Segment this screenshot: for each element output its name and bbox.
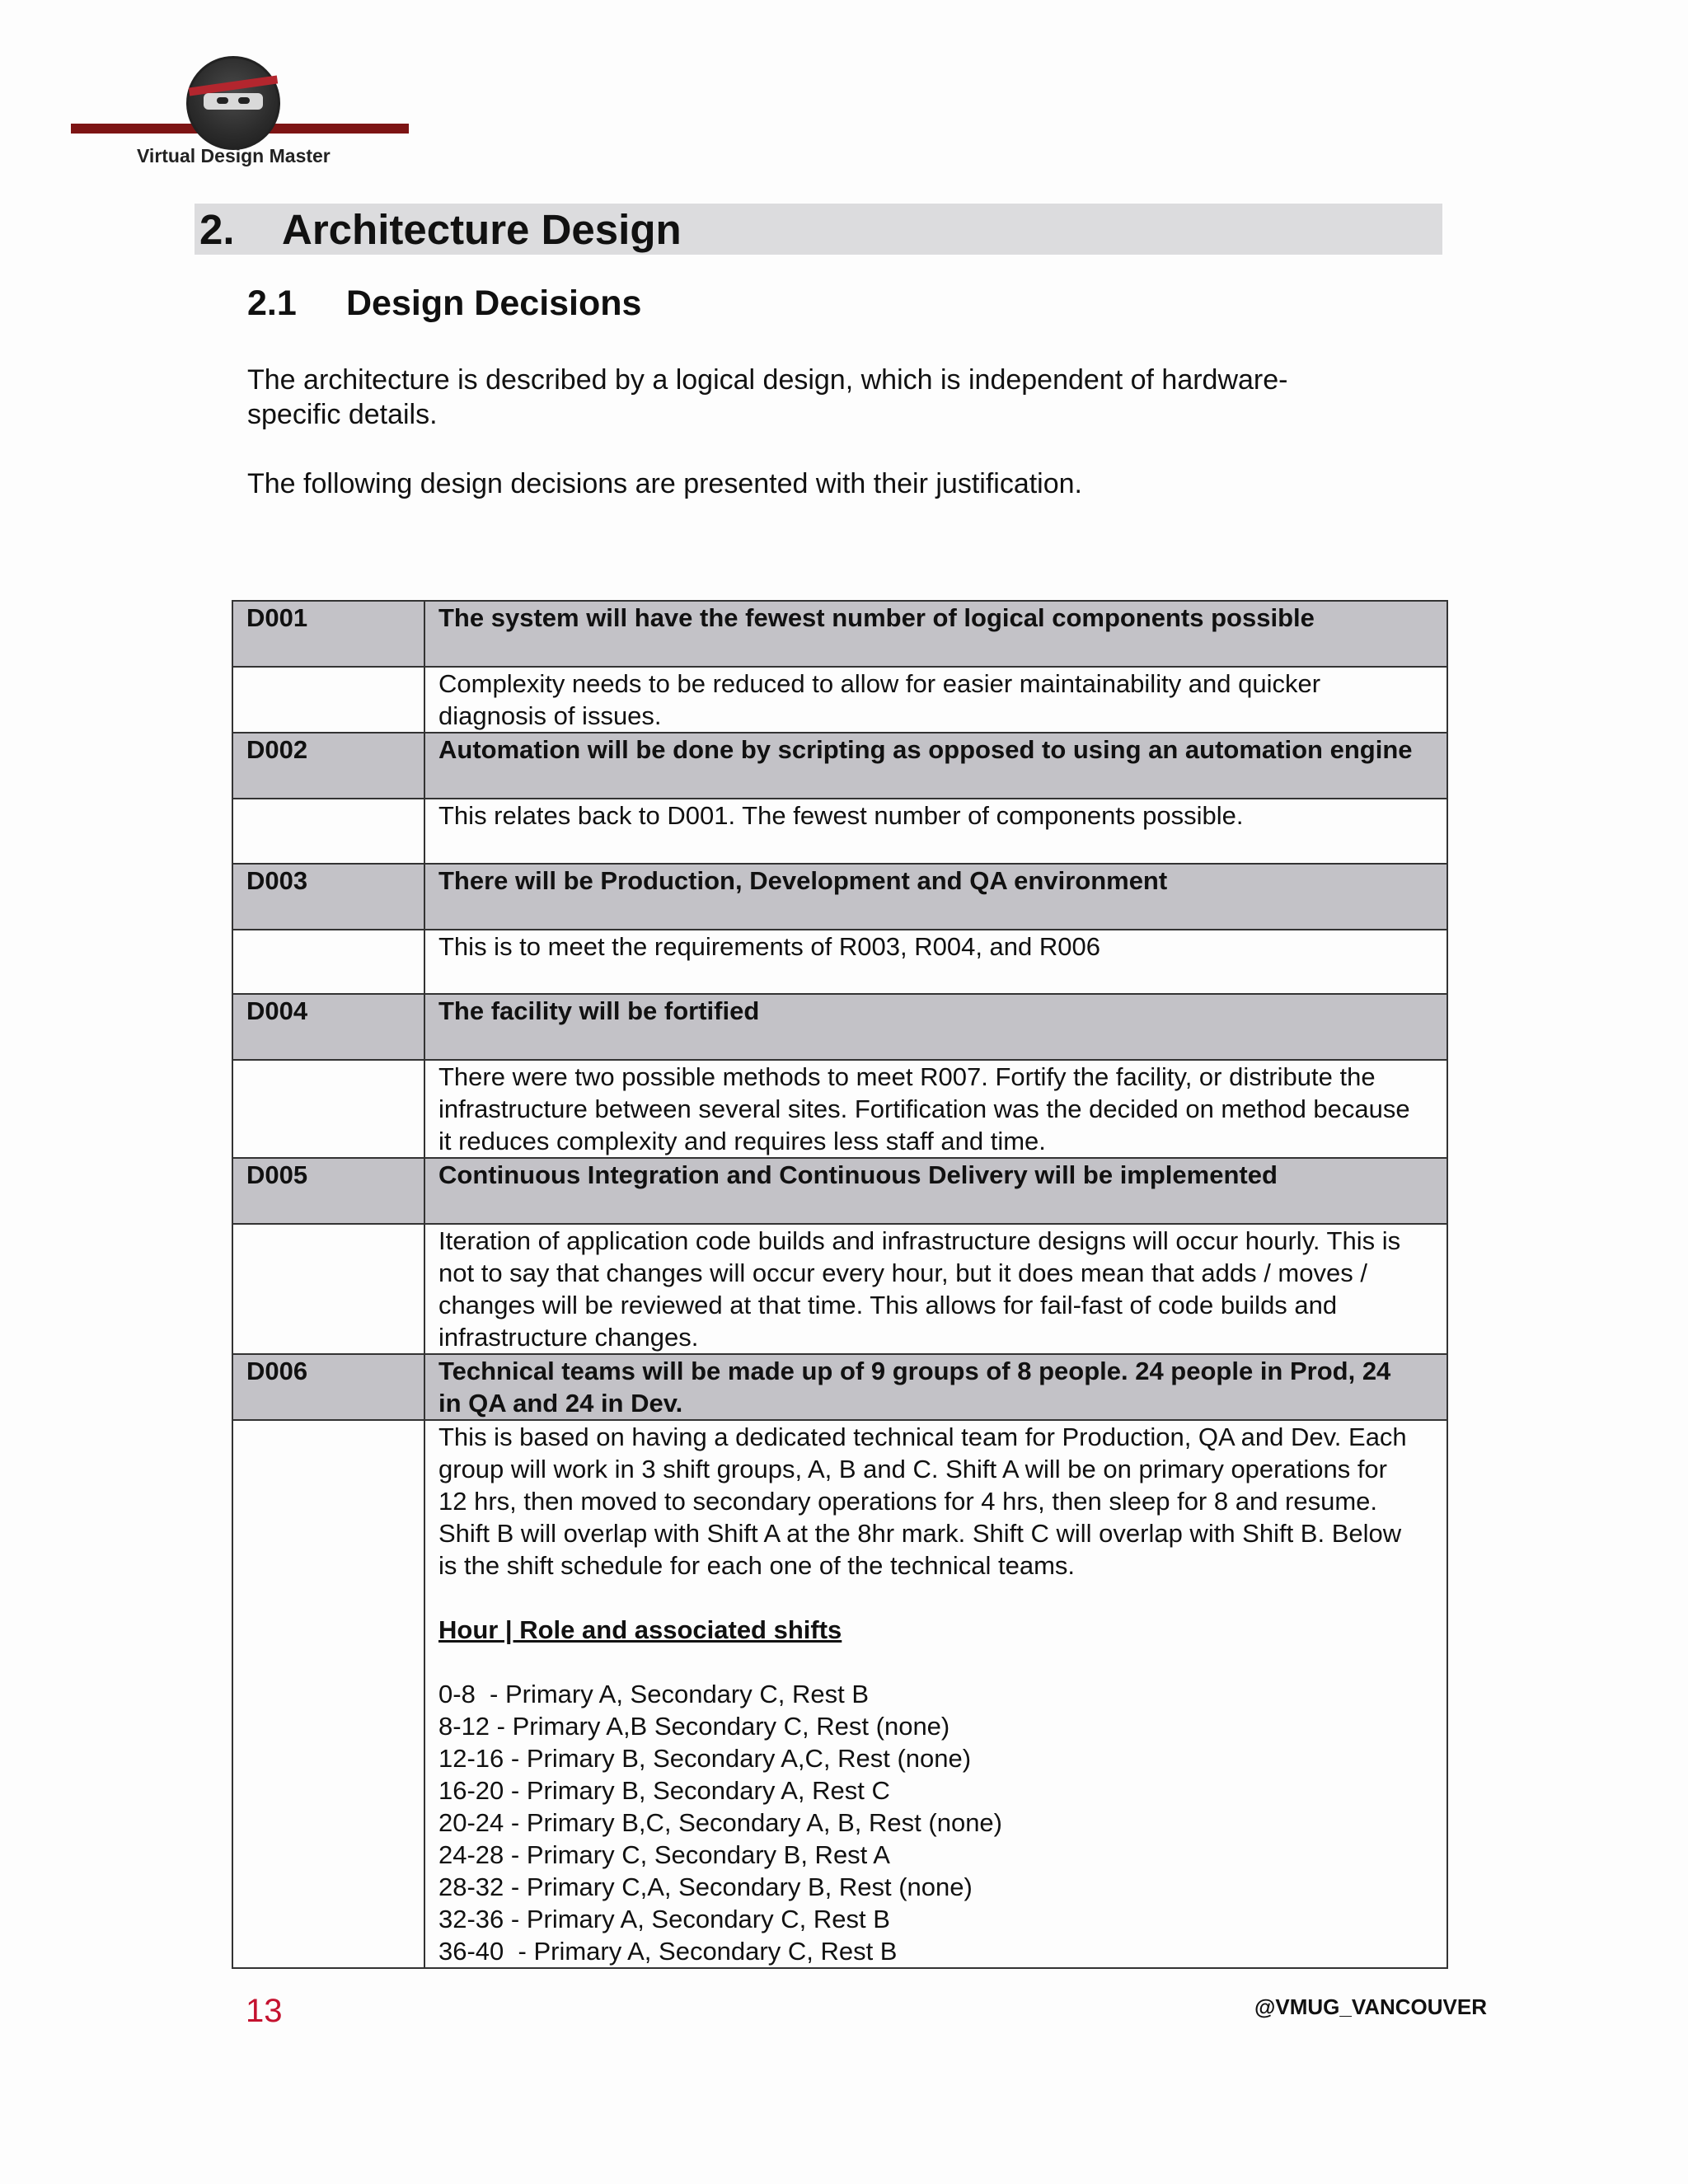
text-line: specific details. xyxy=(247,399,438,430)
decision-title: Automation will be done by scripting as opposed to using an automation engine xyxy=(424,733,1447,799)
text-line: Complexity needs to be reduced to allow for easier maintainability and quicker xyxy=(438,669,1321,698)
justification-cell xyxy=(424,667,1447,733)
logo-text: Virtual Design Master xyxy=(137,145,331,166)
decision-id: D002 xyxy=(232,733,424,799)
schedule-line: 16-20 - Primary B, Secondary A, Rest C xyxy=(438,1776,890,1805)
schedule-line: 8-12 - Primary A,B Secondary C, Rest (none) xyxy=(438,1712,950,1741)
decision-row xyxy=(232,733,1447,799)
empty-cell xyxy=(232,667,424,733)
schedule-line: 20-24 - Primary B,C, Secondary A, B, Rest (none) xyxy=(438,1808,1002,1837)
justification-cell xyxy=(424,1224,1447,1354)
section-title: Architecture Design xyxy=(282,205,682,253)
decision-row xyxy=(232,864,1447,930)
decision-id: D006 xyxy=(232,1354,424,1420)
schedule-line: 12-16 - Primary B, Secondary A,C, Rest (none) xyxy=(438,1744,972,1773)
text-line: 12 hrs, then moved to secondary operations for 4 hrs, then sleep for 8 and resume. xyxy=(438,1487,1378,1516)
text-line: group will work in 3 shift groups, A, B and C. Shift A will be on primary operations for xyxy=(438,1455,1387,1483)
intro-paragraph xyxy=(247,363,1451,432)
spacer xyxy=(438,1646,1433,1678)
decision-title: There will be Production, Development and QA environment xyxy=(424,864,1447,930)
decision-row xyxy=(232,1158,1447,1224)
justification-cell xyxy=(424,930,1447,994)
justification-row xyxy=(232,930,1447,994)
spacer xyxy=(438,1582,1433,1614)
subsection-heading xyxy=(247,284,641,324)
logo xyxy=(71,53,409,176)
text-line: There were two possible methods to meet R007. Fortify the facility, or distribute the xyxy=(438,1062,1376,1091)
mask-shape xyxy=(204,93,263,110)
subsection-title: Design Decisions xyxy=(346,284,642,323)
decision-row xyxy=(232,601,1447,667)
text-line: not to say that changes will occur every hour, but it does mean that adds / moves / xyxy=(438,1258,1367,1287)
justification-row xyxy=(232,799,1447,864)
text-line: This is based on having a dedicated technical team for Production, QA and Dev. Each xyxy=(438,1422,1407,1451)
empty-cell xyxy=(232,1060,424,1158)
text-line: The architecture is described by a logical design, which is independent of hardware- xyxy=(247,364,1288,396)
decision-title xyxy=(424,1354,1447,1420)
decision-title: The facility will be fortified xyxy=(424,994,1447,1060)
decision-title: Continuous Integration and Continuous Delivery will be implemented xyxy=(424,1158,1447,1224)
text-line: This relates back to D001. The fewest number of components possible. xyxy=(438,801,1244,830)
schedule-line: 0-8 - Primary A, Secondary C, Rest B xyxy=(438,1680,870,1708)
section-number: 2. xyxy=(199,205,235,253)
empty-cell xyxy=(232,1420,424,1968)
schedule-title: Hour | Role and associated shifts xyxy=(438,1615,842,1644)
text-line: it reduces complexity and requires less staff and time. xyxy=(438,1127,1046,1155)
text-line: Technical teams will be made up of 9 groups of 8 people. 24 people in Prod, 24 xyxy=(438,1357,1391,1385)
decision-id: D003 xyxy=(232,864,424,930)
text-line: Shift B will overlap with Shift A at the 8hr mark. Shift C will overlap with Shift B. Below xyxy=(438,1519,1402,1548)
decision-title: The system will have the fewest number of logical components possible xyxy=(424,601,1447,667)
text-line: diagnosis of issues. xyxy=(438,701,662,730)
text-line: infrastructure changes. xyxy=(438,1323,699,1352)
empty-cell xyxy=(232,930,424,994)
justification-row xyxy=(232,1224,1447,1354)
decisions-table xyxy=(232,600,1448,1969)
justification-row xyxy=(232,1060,1447,1158)
justification-row xyxy=(232,1420,1447,1968)
intro-paragraph-2: The following design decisions are presented with their justification. xyxy=(247,468,1082,499)
text-line: infrastructure between several sites. Fortification was the decided on method because xyxy=(438,1094,1410,1123)
ninja-icon xyxy=(186,56,280,150)
justification-cell xyxy=(424,1420,1447,1968)
text-line: This is to meet the requirements of R003, R004, and R006 xyxy=(438,932,1100,961)
text-line: Iteration of application code builds and infrastructure designs will occur hourly. This is xyxy=(438,1226,1401,1255)
justification-cell xyxy=(424,799,1447,864)
eye-shape xyxy=(238,97,250,104)
decision-row xyxy=(232,1354,1447,1420)
section-heading xyxy=(195,204,1442,255)
text-line: is the shift schedule for each one of the technical teams. xyxy=(438,1551,1076,1580)
justification-cell xyxy=(424,1060,1447,1158)
schedule-line: 32-36 - Primary A, Secondary C, Rest B xyxy=(438,1905,890,1933)
footer-handle: @VMUG_VANCOUVER xyxy=(1254,1994,1488,2019)
decision-row xyxy=(232,994,1447,1060)
text-line: changes will be reviewed at that time. This allows for fail-fast of code builds and xyxy=(438,1291,1338,1319)
decision-id: D004 xyxy=(232,994,424,1060)
schedule-line: 24-28 - Primary C, Secondary B, Rest A xyxy=(438,1840,890,1869)
text-line: in QA and 24 in Dev. xyxy=(438,1389,683,1418)
page-number: 13 xyxy=(246,1993,283,2029)
empty-cell xyxy=(232,799,424,864)
empty-cell xyxy=(232,1224,424,1354)
decision-id: D005 xyxy=(232,1158,424,1224)
justification-row xyxy=(232,667,1447,733)
eye-shape xyxy=(217,97,228,104)
schedule-line: 36-40 - Primary A, Secondary C, Rest B xyxy=(438,1937,898,1966)
decision-id: D001 xyxy=(232,601,424,667)
subsection-number: 2.1 xyxy=(247,284,297,323)
schedule-line: 28-32 - Primary C,A, Secondary B, Rest (none) xyxy=(438,1872,973,1901)
